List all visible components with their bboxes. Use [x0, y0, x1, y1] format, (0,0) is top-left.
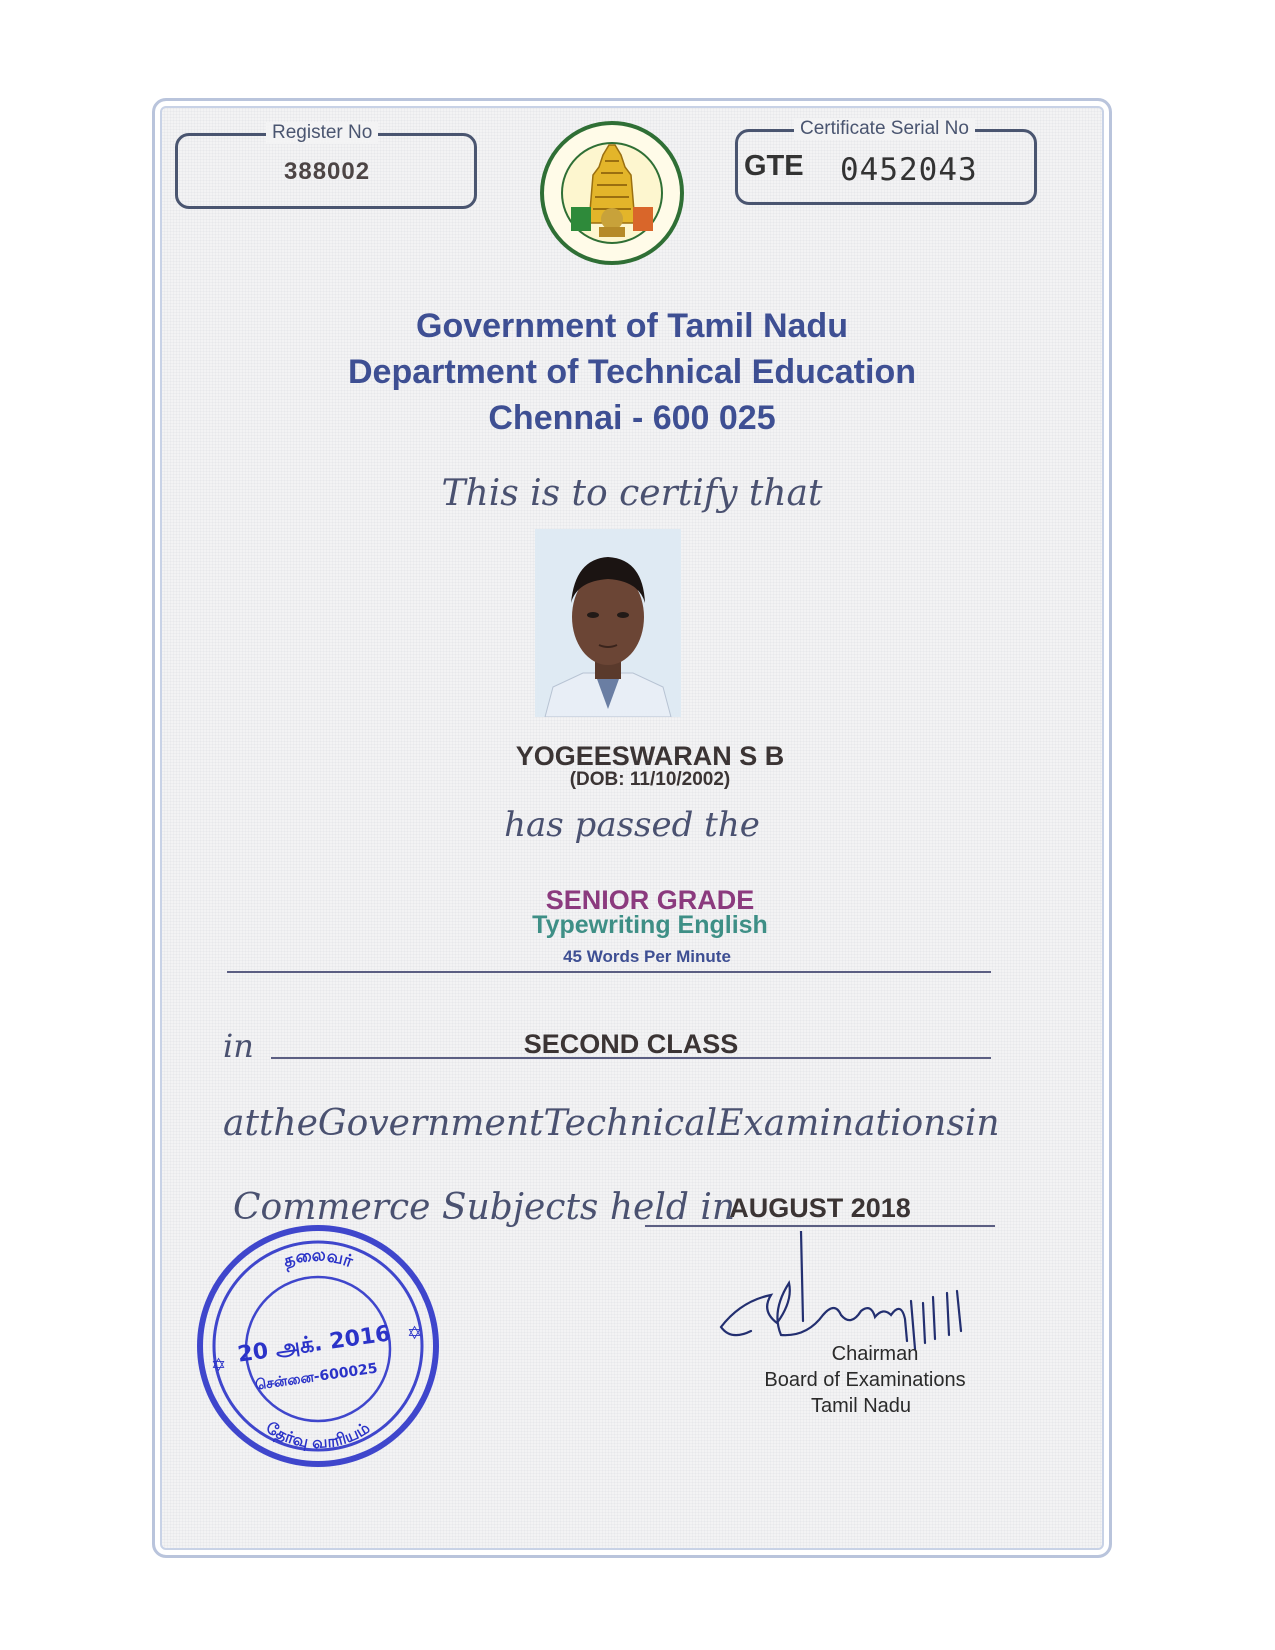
- signatory-title: Chairman: [831, 1343, 919, 1365]
- star-icon: ✡: [407, 1323, 423, 1343]
- statement-line-1: [223, 1103, 1000, 1144]
- exam-subject: Typewriting English: [532, 911, 768, 939]
- class-prefix: in: [223, 1027, 254, 1065]
- serial-number: 0452043: [840, 152, 978, 188]
- chairman-signature: [711, 1231, 971, 1351]
- header-city: Chennai - 600 025: [488, 399, 776, 437]
- statement-line-2: Commerce Subjects held in: [233, 1187, 736, 1228]
- portrait-icon: [535, 529, 681, 717]
- exam-grade: SENIOR GRADE: [545, 885, 755, 915]
- class-value: SECOND CLASS: [523, 1029, 739, 1059]
- certificate-serial-label: Certificate Serial No: [794, 118, 975, 140]
- statement-word: the: [258, 1103, 318, 1144]
- divider-line: [227, 971, 991, 973]
- stamp-top-text: தலைவர்: [280, 1245, 356, 1273]
- register-number-box: [175, 122, 477, 209]
- stamp-city: சென்னை-600025: [254, 1360, 379, 1394]
- month-underline: [645, 1225, 995, 1227]
- signatory-body: Board of Examinations: [764, 1369, 966, 1391]
- stamp-date: 20 அக். 2016: [236, 1321, 393, 1368]
- candidate-name: YOGEESWARAN S B: [515, 741, 785, 771]
- candidate-photo: [535, 529, 681, 717]
- certificate: [152, 98, 1112, 1558]
- exam-month: AUGUST 2018: [729, 1193, 911, 1223]
- stamp-bottom-text: தேர்வு வாரியம்: [262, 1417, 374, 1453]
- statement-word: Examinations: [717, 1103, 965, 1144]
- header-government: Government of Tamil Nadu: [416, 307, 848, 345]
- statement-word: at: [223, 1103, 259, 1144]
- signatory-state: Tamil Nadu: [810, 1395, 912, 1417]
- header-department: Department of Technical Education: [347, 353, 916, 391]
- certify-text: This is to certify that: [441, 473, 823, 514]
- candidate-dob: (DOB: 11/10/2002): [569, 769, 731, 790]
- register-number-label: Register No: [266, 122, 378, 144]
- register-number-value: 388002: [284, 158, 371, 185]
- official-stamp: [193, 1221, 443, 1471]
- certificate-serial-box: [735, 118, 1037, 205]
- serial-prefix: GTE: [744, 150, 804, 182]
- passed-text: has passed the: [504, 805, 760, 845]
- exam-speed: 45 Words Per Minute: [563, 947, 731, 966]
- svg-text:தேர்வு வாரியம்: [262, 1418, 373, 1452]
- svg-text:தலைவர்: [281, 1245, 357, 1272]
- statement-word: in: [964, 1103, 1000, 1144]
- star-icon: ✡: [211, 1355, 227, 1375]
- statement-word: Government: [317, 1103, 544, 1144]
- tamil-nadu-emblem-icon: [537, 115, 687, 283]
- statement-word: Technical: [543, 1103, 718, 1144]
- class-underline: [271, 1057, 991, 1059]
